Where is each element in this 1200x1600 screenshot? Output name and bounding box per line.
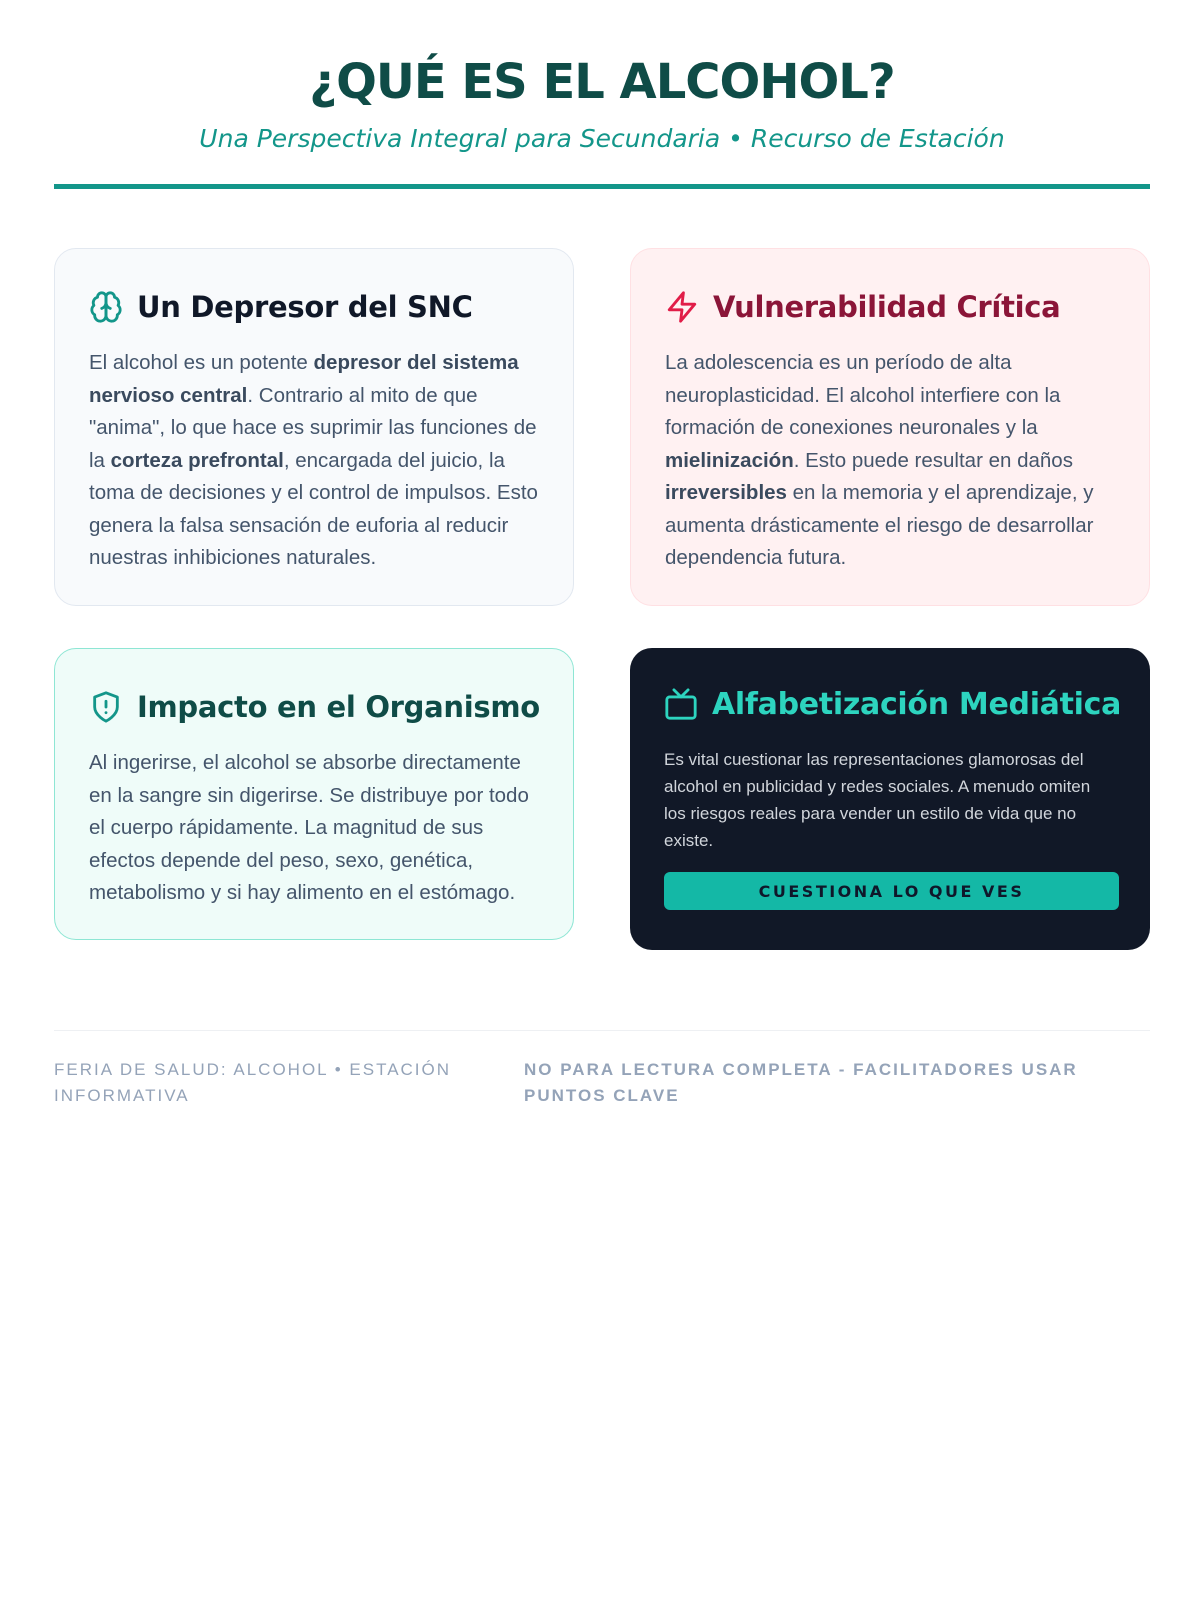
card-cns-depressant bbox=[54, 248, 574, 606]
card-title: Impacto en el Organismo bbox=[137, 690, 540, 724]
page-footer bbox=[54, 1030, 1150, 1109]
card-title: Vulnerabilidad Crítica bbox=[713, 290, 1061, 324]
lightning-icon bbox=[665, 290, 699, 324]
body-text: El alcohol es un potente bbox=[89, 351, 314, 374]
footer-facilitator-note: NO PARA LECTURA COMPLETA - FACILITADORES USAR PUNTOS CLAVE bbox=[524, 1060, 1078, 1105]
card-critical-vulnerability bbox=[630, 248, 1150, 606]
page-header bbox=[54, 0, 1150, 189]
body-text: en la memoria y el aprendizaje, y aumenta drásticamente el riesgo de desarrollar dependencia futura. bbox=[665, 481, 1094, 569]
body-text: . Esto puede resultar en daños bbox=[793, 448, 1073, 472]
shield-alert-icon bbox=[89, 690, 123, 724]
card-media-literacy bbox=[630, 648, 1150, 950]
card-header bbox=[665, 287, 1115, 327]
footer-event-label: FERIA DE SALUD: ALCOHOL • ESTACIÓN INFORMATIVA bbox=[54, 1060, 452, 1105]
emphasis-text: corteza prefrontal bbox=[110, 448, 284, 472]
body-text: Es vital cuestionar las representaciones glamorosas del alcohol en publicidad y redes sociales. A menudo omiten los riesgos reales para vender un estilo de vida que no existe. bbox=[664, 750, 1091, 850]
card-header bbox=[89, 687, 539, 727]
page bbox=[54, 0, 1150, 1105]
card-title: Un Depresor del SNC bbox=[137, 290, 473, 324]
card-header bbox=[664, 684, 1122, 724]
card-title: Alfabetización Mediática bbox=[712, 686, 1122, 722]
tv-icon bbox=[664, 687, 698, 721]
card-body bbox=[665, 347, 1115, 575]
page-subtitle: Una Perspectiva Integral para Secundaria • Recurso de Estación bbox=[199, 124, 1005, 153]
body-text: La adolescencia es un período de alta neuroplasticidad. El alcohol interfiere con la formación de conexiones neuronales y la bbox=[665, 351, 1061, 439]
emphasis-text: depresor del sistema nervioso central bbox=[89, 351, 519, 407]
body-text: . Contrario al mito de que "anima", lo que hace es suprimir las funciones de la bbox=[89, 383, 537, 472]
emphasis-text: mielinización bbox=[665, 448, 794, 472]
page-title: ¿QUÉ ES EL ALCOHOL? bbox=[309, 54, 895, 110]
emphasis-text: irreversibles bbox=[665, 481, 787, 504]
card-header bbox=[89, 287, 539, 327]
question-what-you-see-button[interactable]: CUESTIONA LO QUE VES bbox=[664, 872, 1119, 910]
header-divider bbox=[54, 184, 1150, 189]
body-text: , encargada del juicio, la toma de decisiones y el control de impulsos. Esto genera la falsa sensación de euforia al reducir nuestras inhibiciones naturales. bbox=[89, 448, 538, 569]
card-body bbox=[664, 746, 1116, 854]
card-body bbox=[89, 347, 539, 575]
card-body-impact bbox=[54, 648, 574, 940]
card-body bbox=[89, 747, 539, 910]
body-text: Al ingerirse, el alcohol se absorbe directamente en la sangre sin digerirse. Se distribuye por todo el cuerpo rápidamente. La magnitud de sus efectos depende del peso, sexo, genética, metabolismo y si hay alimento en el estómago. bbox=[89, 751, 529, 904]
brain-icon bbox=[89, 290, 123, 324]
